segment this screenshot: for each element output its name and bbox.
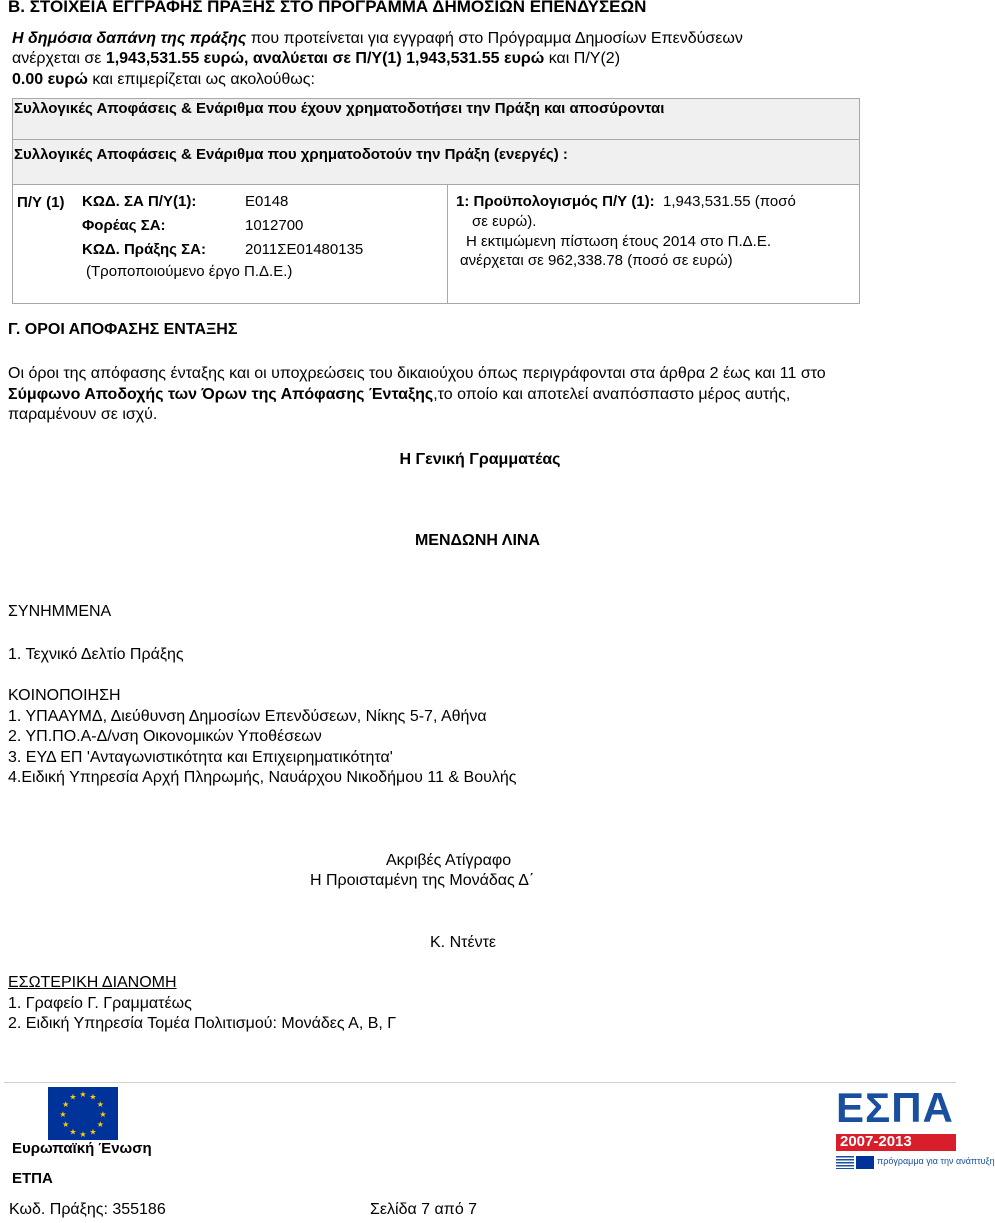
eu-label: Ευρωπαϊκή Ένωση (12, 1140, 152, 1157)
public-expenditure-text: που προτείνεται για εγγραφή στο Πρόγραμμα Δημοσίων Επενδύσεων (246, 30, 743, 47)
notification-item: 1. ΥΠΑΑΥΜΔ, Διεύθυνση Δημοσίων Επενδύσεων, Νίκης 5-7, Αθήνα (8, 708, 487, 725)
amount-breakdown: 1,943,531.55 ευρώ, αναλύεται σε Π/Υ(1) 1,943,531.55 ευρώ (105, 50, 545, 67)
budget-unit: σε ευρώ). (472, 213, 537, 230)
true-copy-label: Ακριβές Ατίγραφο (386, 852, 512, 869)
terms-line1: Οι όροι της απόφασης ένταξης και οι υποχρεώσεις του δικαιούχου όπως περιγράφονται στα άρθρα 2 έως και 11 στο (8, 365, 826, 382)
py1-label: Π/Υ (1) (17, 194, 65, 211)
fund-label: ΕΤΠΑ (12, 1170, 53, 1187)
sa-code-label: ΚΩΔ. ΣΑ Π/Υ(1): (82, 193, 197, 210)
sa-agency-value: 1012700 (245, 217, 304, 234)
budget-label: 1: Προϋπολογισμός Π/Υ (1): (456, 193, 655, 210)
footer-divider (4, 1082, 956, 1083)
amount-py2-value: 0.00 ευρώ (12, 71, 88, 88)
espa-logo-text: ΕΣΠΑ (836, 1084, 954, 1131)
amount-py2-label: και Π/Υ(2) (544, 50, 621, 67)
public-expenditure-line2 (12, 50, 620, 68)
active-decisions-label: Συλλογικές Αποφάσεις & Ενάριθμα που χρηματοδοτούν την Πράξη (ενεργές) : (14, 146, 568, 163)
svg-text:★: ★ (89, 1092, 97, 1102)
notification-item: 3. ΕΥΔ ΕΠ 'Ανταγωνιστικότητα και Επιχειρηματικότητα' (8, 749, 393, 766)
espa-tagline: πρόγραμμα για την ανάπτυξη (877, 1156, 995, 1166)
true-copy-name: Κ. Ντέντε (430, 934, 497, 951)
internal-item: 1. Γραφείο Γ. Γραμματέως (8, 995, 192, 1012)
sa-agency-label: Φορέας ΣΑ: (82, 217, 166, 234)
acceptance-agreement: Σύμφωνο Αποδοχής των Όρων της Απόφασης Ένταξης (8, 386, 434, 403)
section-b-title: Β. ΣΤΟΙΧΕΙΑ ΕΓΓΡΑΦΗΣ ΠΡΑΞΗΣ ΣΤΟ ΠΡΟΓΡΑΜΜΑ ΔΗΜΟΣΙΩΝ ΕΠΕΝΔΥΣΕΩΝ (8, 0, 647, 16)
allocation-text: και επιμερίζεται ως ακολούθως: (87, 71, 315, 88)
withdrawn-decisions-label: Συλλογικές Αποφάσεις & Ενάριθμα που έχουν χρηματοδοτήσει την Πράξη και αποσύρονται (14, 100, 665, 117)
svg-text:★: ★ (99, 1110, 107, 1119)
annual-estimate: Η εκτιμώμενη πίστωση έτους 2014 στο Π.Δ.Ε. (466, 233, 771, 250)
public-expenditure-line3 (12, 71, 315, 89)
budget-line (456, 193, 796, 210)
svg-text:★: ★ (62, 1100, 70, 1109)
svg-text:★: ★ (89, 1127, 97, 1137)
svg-text:★: ★ (96, 1120, 104, 1129)
svg-text:★: ★ (96, 1100, 104, 1109)
annual-estimate-amount: ανέρχεται σε 962,338.78 (ποσό σε ευρώ) (460, 252, 733, 269)
attachment-item: 1. Τεχνικό Δελτίο Πράξης (8, 646, 184, 663)
terms-line3: παραμένουν σε ισχύ. (8, 406, 158, 423)
greek-flag-icon (836, 1156, 854, 1169)
column-divider (447, 184, 448, 304)
notification-item: 2. ΥΠ.ΠΟ.Α-Δ/νση Οικονομικών Υποθέσεων (8, 728, 322, 745)
section-c-title: Γ. ΟΡΟΙ ΑΠΟΦΑΣΗΣ ΕΝΤΑΞΗΣ (8, 321, 238, 338)
internal-distribution-heading: ΕΣΩΤΕΡΙΚΗ ΔΙΑΝΟΜΗ (8, 974, 177, 991)
budget-value: 1,943,531.55 (ποσό (662, 193, 796, 210)
espa-years: 2007-2013 (840, 1133, 912, 1150)
amount-intro: ανέρχεται σε (12, 50, 106, 67)
svg-text:★: ★ (59, 1110, 67, 1119)
notification-item: 4.Ειδική Υπηρεσία Αρχή Πληρωμής, Ναυάρχου Νικοδήμου 11 & Βουλής (8, 769, 517, 786)
svg-text:★: ★ (62, 1120, 70, 1129)
project-code-label: ΚΩΔ. Πράξης ΣΑ: (82, 241, 206, 258)
svg-text:★: ★ (69, 1092, 77, 1102)
signatory-name: ΜΕΝΔΩΝΗ ΛΙΝΑ (414, 532, 541, 549)
svg-text:★: ★ (79, 1130, 87, 1139)
terms-line2 (8, 386, 790, 404)
sa-code-value: Ε0148 (245, 193, 289, 210)
page-number: Σελίδα 7 από 7 (370, 1201, 478, 1218)
eu-stars-icon (48, 1087, 118, 1140)
public-expenditure-label: Η δημόσια δαπάνη της πράξης (12, 30, 247, 47)
espa-logo (836, 1084, 995, 1176)
project-code-footer: Κωδ. Πράξης: 355186 (9, 1201, 166, 1218)
svg-text:★: ★ (79, 1090, 87, 1099)
eu-mini-flag-icon (856, 1156, 874, 1169)
svg-text:★: ★ (69, 1127, 77, 1137)
project-code-value: 2011ΣΕ01480135 (245, 241, 364, 258)
modified-project-note: (Τροποποιούμενο έργο Π.Δ.Ε.) (86, 263, 293, 280)
attachments-heading: ΣΥΝΗΜΜΕΝΑ (8, 603, 112, 620)
true-copy-head: Η Προισταμένη της Μονάδας Δ΄ (310, 872, 535, 889)
notification-heading: ΚΟΙΝΟΠΟΙΗΣΗ (8, 687, 121, 704)
internal-item: 2. Ειδική Υπηρεσία Τομέα Πολιτισμού: Μονάδες Α, Β, Γ (8, 1015, 397, 1032)
terms-line2-rest: ,το οποίο και αποτελεί αναπόσπαστο μέρος αυτής, (433, 386, 791, 403)
public-expenditure-line1 (12, 30, 743, 48)
signatory-role: Η Γενική Γραμματέας (399, 451, 561, 468)
eu-flag-logo (48, 1087, 118, 1140)
